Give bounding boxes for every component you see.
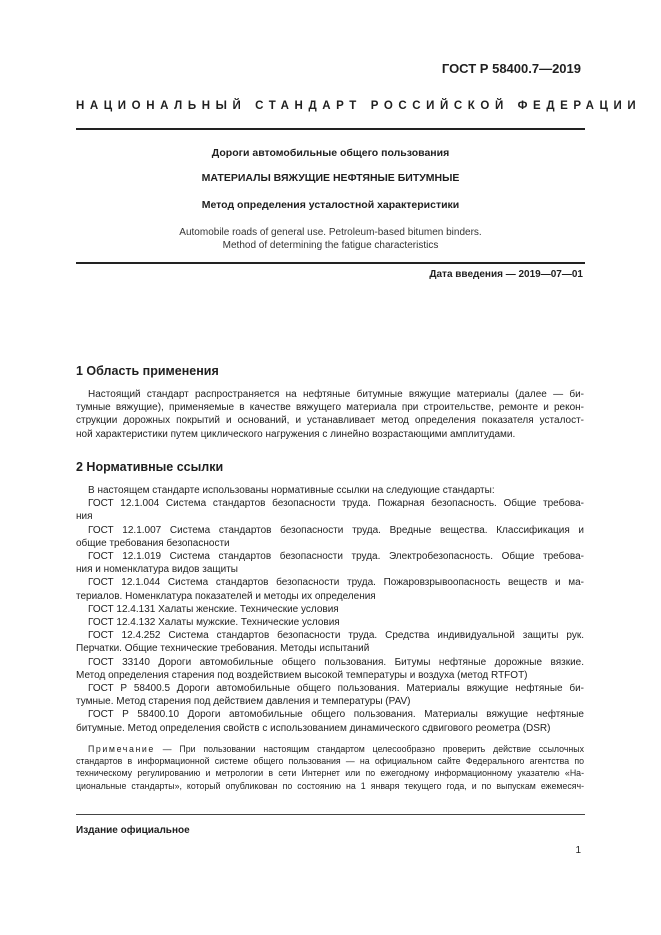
footer-rule bbox=[76, 814, 585, 815]
section-2-references bbox=[76, 484, 584, 735]
body-line: тумные вяжущие), применяемые в качестве вяжущего материала при строительстве, ремонте и рекон- bbox=[76, 402, 584, 414]
middle-rule bbox=[76, 262, 585, 264]
english-title bbox=[76, 226, 585, 252]
note-text: — При пользовании настоящим стандартом целесообразно проверить действие ссылочных bbox=[154, 744, 584, 754]
note-line: техническому регулированию и метрологии в сети Интернет или по ежегодному информационному указателю «На- bbox=[76, 768, 584, 779]
section-1-body bbox=[76, 388, 584, 441]
reference-line: ГОСТ 33140 Дороги автомобильные общего пользования. Битумы нефтяные дорожные вязкие. bbox=[88, 656, 584, 668]
reference-line: ния и номенклатура видов защиты bbox=[76, 564, 238, 576]
national-standard-banner: НАЦИОНАЛЬНЫЙ СТАНДАРТ РОССИЙСКОЙ ФЕДЕРАЦИИ bbox=[76, 100, 642, 112]
reference-line: ГОСТ 12.1.019 Система стандартов безопасности труда. Электробезопасность. Общие требова- bbox=[88, 551, 584, 563]
reference-line: ГОСТ Р 58400.5 Дороги автомобильные общего пользования. Материалы вяжущие нефтяные би- bbox=[88, 683, 584, 695]
english-title-line-2: Method of determining the fatigue characteristics bbox=[222, 240, 439, 251]
body-line: Настоящий стандарт распространяется на нефтяные битумные вяжущие материалы (далее — би- bbox=[88, 389, 584, 400]
reference-line: ГОСТ 12.4.252 Система стандартов безопасности труда. Средства индивидуальной защиты рук. bbox=[88, 630, 584, 642]
reference-line: общие требования безопасности bbox=[76, 537, 230, 549]
page-number: 1 bbox=[575, 845, 581, 856]
title-line-2: МАТЕРИАЛЫ ВЯЖУЩИЕ НЕФТЯНЫЕ БИТУМНЫЕ bbox=[201, 172, 460, 184]
edition-label: Издание официальное bbox=[76, 825, 190, 836]
body-line: ной характеристики путем циклического нагружения с линейно возрастающими амплитудами. bbox=[76, 428, 516, 440]
english-title-line-1: Automobile roads of general use. Petroleum-based bitumen binders. bbox=[179, 227, 482, 238]
reference-line: ГОСТ Р 58400.10 Дороги автомобильные общего пользования. Материалы вяжущие нефтяные bbox=[88, 709, 584, 721]
top-rule bbox=[76, 128, 585, 130]
reference-line: тумные. Метод старения под действием давления и температуры (PAV) bbox=[76, 696, 411, 708]
reference-line: ГОСТ 12.1.004 Система стандартов безопасности труда. Пожарная безопасность. Общие требова- bbox=[88, 498, 584, 510]
document-number: ГОСТ Р 58400.7—2019 bbox=[441, 61, 581, 76]
reference-line: ния bbox=[76, 511, 93, 523]
note-line: циональные стандарты», который опубликован по состоянию на 1 января текущего года, и по выпускам ежемесяч- bbox=[76, 780, 584, 791]
reference-line: битумные. Метод определения свойств с использованием динамического сдвигового реометра (DSR) bbox=[76, 722, 551, 734]
reference-line: В настоящем стандарте использованы нормативные ссылки на следующие стандарты: bbox=[88, 485, 495, 496]
note-line bbox=[76, 743, 584, 755]
section-1-heading: 1 Область применения bbox=[76, 364, 219, 378]
reference-line: ГОСТ 12.1.044 Система стандартов безопасности труда. Пожаровзрывоопасность веществ и ма- bbox=[88, 577, 584, 589]
section-2-heading: 2 Нормативные ссылки bbox=[76, 460, 224, 474]
reference-line: ГОСТ 12.4.131 Халаты женские. Технические условия bbox=[88, 603, 339, 615]
reference-line: ГОСТ 12.1.007 Система стандартов безопасности труда. Вредные вещества. Классификация и bbox=[88, 524, 584, 536]
reference-line: Перчатки. Общие технические требования. Методы испытаний bbox=[76, 643, 370, 655]
reference-line: Метод определения старения под воздействием высокой температуры и воздуха (метод RTFOT) bbox=[76, 669, 528, 681]
reference-line: териалов. Номенклатура показателей и методы их определения bbox=[76, 590, 376, 602]
title-line-1: Дороги автомобильные общего пользования bbox=[211, 147, 450, 159]
note-block bbox=[76, 743, 584, 792]
reference-line: ГОСТ 12.4.132 Халаты мужские. Технические условия bbox=[88, 617, 340, 629]
note-line: стандартов в информационной системе общего пользования — на официальном сайте Федерального агентства по bbox=[76, 756, 584, 767]
title-line-3: Метод определения усталостной характеристики bbox=[201, 199, 460, 211]
note-label: Примечание bbox=[88, 744, 155, 754]
introduction-date: Дата введения — 2019—07—01 bbox=[429, 269, 583, 280]
body-line: струкции дорожных покрытий и оснований, и устанавливает метод определения показателя усталост- bbox=[76, 415, 584, 427]
